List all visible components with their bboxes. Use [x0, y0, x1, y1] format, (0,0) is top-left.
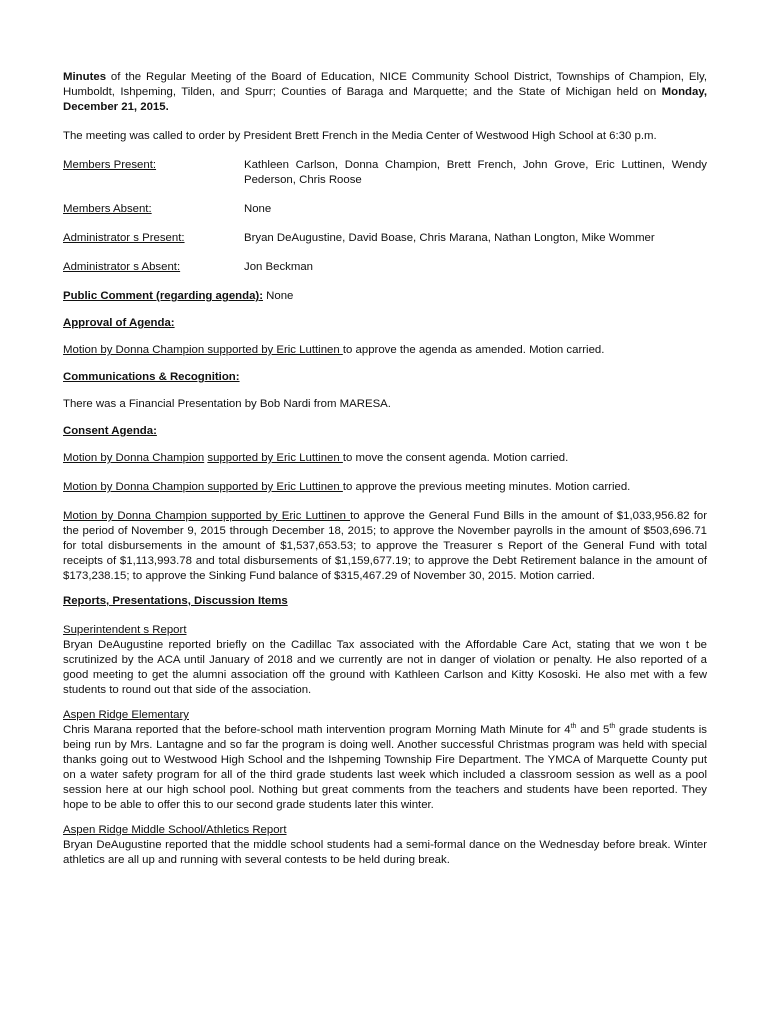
report-text: Bryan DeAugustine reported that the middle school students had a semi-formal dance on the Wednesday before break. Winter athletics are all up and running with several contests to be held during break.	[63, 839, 707, 866]
motion-maker: Motion by Donna Champion supported by Eric Luttinen	[63, 344, 343, 356]
intro-text: of the Regular Meeting of the Board of Education, NICE Community School District, Townships of Champion, Ely, Humboldt, Ishpeming, Tilden, and Spurr; Counties of Baraga and Marquette; and the State of Michigan held on	[63, 71, 707, 98]
motion-text: to approve the General Fund Bills in the amount of $1,033,956.82 for the period of November 9, 2015 through December 18, 2015; to approve the November payrolls in the amount of $503,696.71 for total disbursements in the amount of $1,537,653.53; to approve the Treasurer s Report of the General Fund with total receipts of $1,113,993.78 and total disbursements of $1,159,677.19; to approve the Debt Retirement balance in the amount of $173,238.15; to approve the Sinking Fund balance of $315,467.29 of November 30, 2015. Motion carried.	[63, 510, 707, 582]
meeting-date: Monday, December 21, 2015.	[63, 86, 707, 113]
public-comment	[63, 289, 707, 304]
section-heading: Public Comment (regarding agenda):	[63, 290, 263, 302]
attendance-row	[63, 158, 707, 188]
motion-maker: Motion by Donna Champion	[63, 452, 205, 464]
section-heading: Reports, Presentations, Discussion Items	[63, 595, 288, 607]
attendance-label: Members Absent:	[63, 203, 152, 215]
superintendent-report	[63, 623, 707, 698]
section-heading: Approval of Agenda:	[63, 317, 175, 329]
motion-maker: Motion by Donna Champion supported by Eric Luttinen	[63, 481, 343, 493]
report-title: Aspen Ridge Middle School/Athletics Report	[63, 824, 287, 836]
section-heading: Consent Agenda:	[63, 425, 157, 437]
elementary-report	[63, 708, 707, 813]
attendance-row	[63, 202, 707, 217]
motion	[63, 480, 707, 495]
superscript: th	[609, 723, 616, 730]
motion-text: to move the consent agenda. Motion carried.	[342, 452, 569, 464]
public-comment-text: None	[263, 290, 294, 302]
attendance-label: Administrator s Absent:	[63, 261, 181, 273]
attendance-row	[63, 260, 707, 275]
section-heading: Communications & Recognition:	[63, 371, 240, 383]
attendance-value: Bryan DeAugustine, David Boase, Chris Marana, Nathan Longton, Mike Wommer	[244, 232, 655, 244]
report-text: grade students is being run by Mrs. Lantagne and so far the program is doing well. Another successful Christmas program was held with special thanks going out to Westwood High School and the Ishpeming Township Fire Department. The YMCA of Marquette County put on a water safety program for all of the third grade students last week which included a classroom session as well as a pool session here at our high school pool. Nothing but great comments from the teachers and students have been reported. They hope to be able to offer this to our second grade students later this winter.	[63, 724, 707, 811]
attendance-value: Jon Beckman	[244, 261, 314, 273]
intro-paragraph	[63, 70, 707, 115]
report-title: Aspen Ridge Elementary	[63, 709, 189, 721]
attendance-label: Administrator s Present:	[63, 232, 185, 244]
motion-maker: Motion by Donna Champion supported by Eric Luttinen	[63, 510, 351, 522]
intro-lead: Minutes	[63, 71, 107, 83]
communications-text: There was a Financial Presentation by Bob Nardi from MARESA.	[63, 398, 391, 410]
attendance-label: Members Present:	[63, 159, 157, 171]
attendance-value: Kathleen Carlson, Donna Champion, Brett French, John Grove, Eric Luttinen, Wendy Pederson, Chris Roose	[244, 159, 707, 186]
attendance-value: None	[244, 203, 272, 215]
report-text: Bryan DeAugustine reported briefly on the Cadillac Tax associated with the Affordable Care Act, stating that we won t be scrutinized by the ACA until January of 2018 and we currently are not in danger of violation or penalty. He also reported of a good meeting to get the alumni association off the ground with Kathleen Carlson and Kitty Kososki. He also met with a few students to round out that side of the association.	[63, 639, 707, 696]
report-title: Superintendent s Report	[63, 624, 187, 636]
middle-school-report	[63, 823, 707, 868]
attendance-row	[63, 231, 707, 246]
report-text: and 5	[576, 724, 610, 736]
superscript: th	[570, 723, 577, 730]
motion	[63, 451, 707, 466]
motion-support: supported by Eric Luttinen	[207, 452, 343, 464]
call-to-order: The meeting was called to order by President Brett French in the Media Center of Westwood High School at 6:30 p.m.	[63, 130, 657, 142]
motion	[63, 343, 707, 358]
document-page	[63, 70, 707, 868]
motion	[63, 509, 707, 584]
motion-text: to approve the previous meeting minutes. Motion carried.	[342, 481, 631, 493]
report-text: Chris Marana reported that the before-school math intervention program Morning Math Minute for 4	[63, 724, 571, 736]
motion-text: to approve the agenda as amended. Motion carried.	[342, 344, 605, 356]
